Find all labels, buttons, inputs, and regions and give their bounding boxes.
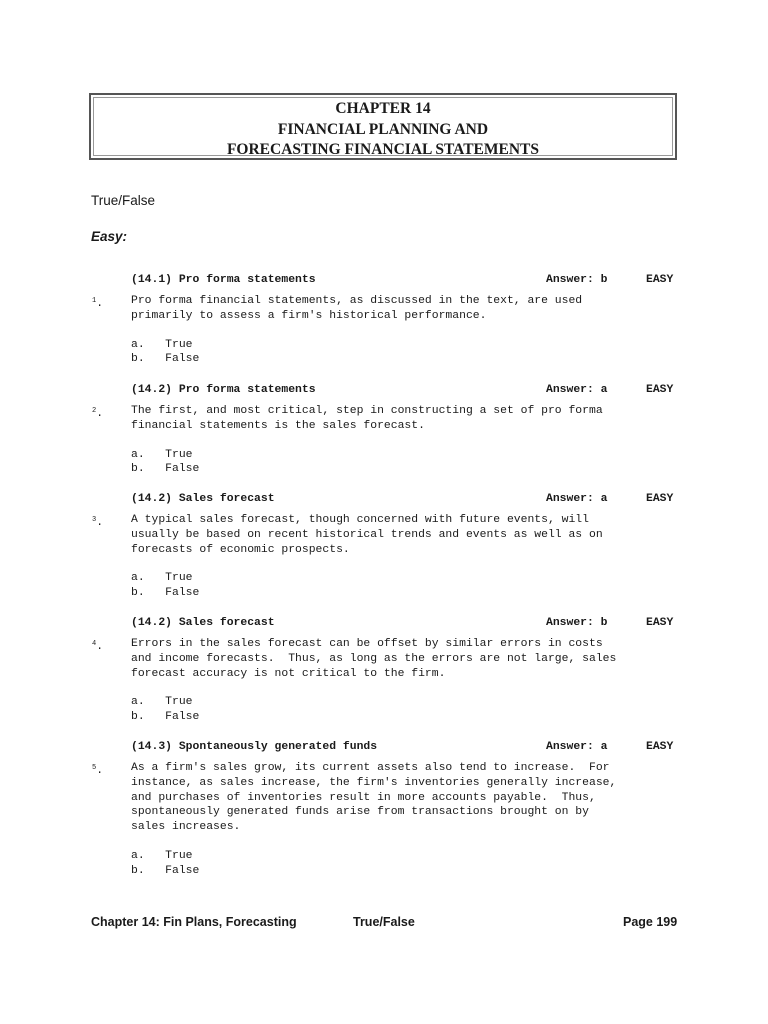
footer-page-number: Page 199 xyxy=(623,915,678,929)
question-topic: (14.2) Sales forecast xyxy=(131,493,275,505)
question-difficulty: EASY xyxy=(646,617,674,629)
question-answer: Answer: b xyxy=(546,617,608,629)
question-topic: (14.2) Pro forma statements xyxy=(131,384,316,396)
option-false: b. False xyxy=(131,864,200,877)
chapter-title-box xyxy=(89,93,677,160)
section-heading: True/False xyxy=(91,193,156,208)
question-number: $^1$. xyxy=(92,297,104,310)
answer-options xyxy=(131,571,768,601)
chapter-number: CHAPTER 14 xyxy=(335,100,431,117)
option-false: b. False xyxy=(131,711,200,724)
question-body xyxy=(0,404,768,477)
question-topic: (14.1) Pro forma statements xyxy=(131,274,316,286)
question-answer: Answer: a xyxy=(546,384,608,396)
question-item xyxy=(0,492,768,601)
option-false: b. False xyxy=(131,587,200,600)
question-number: $^4$. xyxy=(92,640,104,653)
question-difficulty: EASY xyxy=(646,741,674,753)
answer-options xyxy=(131,338,768,368)
question-text: Errors in the sales forecast can be offset by similar errors in costs and income forecasts. Thus, as long as the errors are not large, sales forecast accuracy is not critical to the firm. xyxy=(131,638,617,680)
question-header xyxy=(0,616,768,633)
question-text: Pro forma financial statements, as discussed in the text, are used primarily to assess a firm's historical performance. xyxy=(131,295,583,322)
question-number: $^5$. xyxy=(92,764,104,777)
question-answer: Answer: b xyxy=(546,274,608,286)
footer-chapter: Chapter 14: Fin Plans, Forecasting xyxy=(91,915,297,929)
question-difficulty: EASY xyxy=(646,384,674,396)
option-false: b. False xyxy=(131,353,200,366)
question-header xyxy=(0,383,768,400)
footer-section: True/False xyxy=(353,915,415,929)
question-item xyxy=(0,616,768,725)
question-answer: Answer: a xyxy=(546,493,608,505)
question-item xyxy=(0,740,768,879)
question-text: A typical sales forecast, though concerned with future events, will usually be based on recent historical trends and events as well as on forecasts of economic prospects. xyxy=(131,514,603,556)
question-header xyxy=(0,740,768,757)
option-true: a. True xyxy=(131,572,193,585)
question-number: $^3$. xyxy=(92,516,104,529)
question-body xyxy=(0,761,768,879)
question-text: As a firm's sales grow, its current assets also tend to increase. For instance, as sales increase, the firm's inventories generally increase, and purchases of inventories result in more accounts payable. Thus, spontaneously generated funds arise from transactions brought on by sales increases. xyxy=(131,762,617,834)
option-true: a. True xyxy=(131,448,193,461)
question-body xyxy=(0,513,768,601)
answer-options xyxy=(131,849,768,879)
difficulty-heading: Easy: xyxy=(91,229,128,244)
answer-options xyxy=(131,448,768,478)
option-false: b. False xyxy=(131,463,200,476)
question-topic: (14.3) Spontaneously generated funds xyxy=(131,741,378,753)
page-footer xyxy=(0,915,768,933)
question-body xyxy=(0,637,768,725)
question-number: $^2$. xyxy=(92,407,104,420)
question-answer: Answer: a xyxy=(546,741,608,753)
question-header xyxy=(0,492,768,509)
question-body xyxy=(0,294,768,367)
question-topic: (14.2) Sales forecast xyxy=(131,617,275,629)
answer-options xyxy=(131,695,768,725)
question-difficulty: EASY xyxy=(646,274,674,286)
chapter-title-line-1: FINANCIAL PLANNING AND xyxy=(277,120,489,138)
question-item xyxy=(0,383,768,477)
question-item xyxy=(0,273,768,367)
chapter-title-line-2: FORECASTING FINANCIAL STATEMENTS xyxy=(226,141,540,158)
question-header xyxy=(0,273,768,290)
option-true: a. True xyxy=(131,849,193,862)
question-difficulty: EASY xyxy=(646,493,674,505)
option-true: a. True xyxy=(131,338,193,351)
question-text: The first, and most critical, step in constructing a set of pro forma financial statements is the sales forecast. xyxy=(131,405,603,432)
option-true: a. True xyxy=(131,696,193,709)
